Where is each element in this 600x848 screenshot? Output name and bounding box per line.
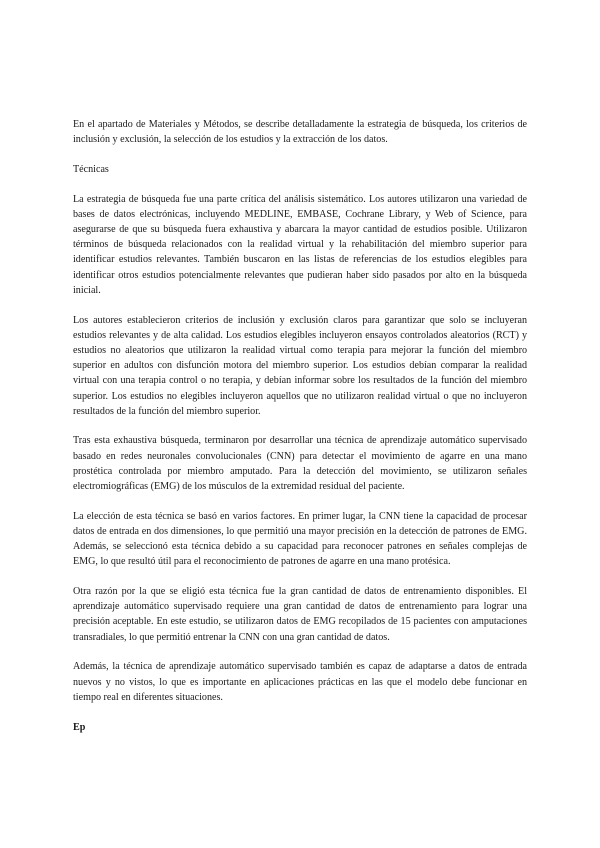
trailing-fragment: Ep: [73, 721, 86, 733]
paragraph-training-data: Otra razón por la que se eligió esta técnica fue la gran cantidad de datos de entrenamiento disponibles. El aprendizaje automático supervisado requiere una gran cantidad de datos de entrenamiento para lograr una precisión aceptable. En este estudio, se utilizaron datos de EMG recopilados de 15 pacientes con amputaciones transradiales, lo que permitió entrenar la CNN con una gran cantidad de datos.: [73, 586, 527, 643]
paragraph-inclusion-criteria: Los autores establecieron criterios de inclusión y exclusión claros para garantizar que solo se incluyeran estudios relevantes y de alta calidad. Los estudios elegibles incluyeron ensayos controlados aleatorios (RCT) y estudios no aleatorios que utilizaron la realidad virtual como terapia para mejorar la función del miembro superior en adultos con disfunción motora del miembro superior. Los estudios debían comparar la realidad virtual con una terapia control o no terapia, y debían informar sobre los resultados de la función del miembro superior. Los estudios no elegibles incluyeron aquellos que no utilizaron realidad virtual o que no incluyeron resultados de la función del miembro superior.: [73, 314, 527, 417]
paragraph-cnn-technique: Tras esta exhaustiva búsqueda, terminaron por desarrollar una técnica de aprendizaje automático supervisado basado en redes neuronales convolucionales (CNN) para detectar el movimiento de agarre en una mano prostética controlada por miembro amputado. Para la detección del movimiento, se utilizaron señales electromiográficas (EMG) de los músculos de la extremidad residual del paciente.: [73, 435, 527, 493]
intro-paragraph: En el apartado de Materiales y Métodos, se describe detalladamente la estrategia de búsqueda, los criterios de inclusión y exclusión, la selección de los estudios y la extracción de los datos.: [73, 119, 527, 146]
section-heading: Técnicas: [73, 163, 109, 175]
paragraph-search-strategy: La estrategia de búsqueda fue una parte crítica del análisis sistemático. Los autores utilizaron una variedad de bases de datos electrónicas, incluyendo MEDLINE, EMBASE, Cochrane Library, y Web of Science, para asegurarse de que su búsqueda fuera exhaustiva y abarcara la mayor cantidad de estudios posible. Utilizaron términos de búsqueda relacionados con la realidad virtual y la rehabilitación del miembro superior para identificar estudios relevantes. También buscaron en las listas de referencias de los estudios elegibles para identificar otros estudios potencialmente relevantes que pudieran haber sido pasados por alto en la búsqueda inicial.: [73, 193, 527, 296]
document-body: [73, 117, 527, 749]
paragraph-adaptability: Además, la técnica de aprendizaje automático supervisado también es capaz de adaptarse a datos de entrada nuevos y no vistos, lo que es importante en aplicaciones prácticas en las que el modelo debe funcionar en tiempo real en diferentes situaciones.: [73, 661, 527, 703]
paragraph-technique-choice: La elección de esta técnica se basó en varios factores. En primer lugar, la CNN tiene la capacidad de procesar datos de entrada en dos dimensiones, lo que permitió una mayor precisión en la detección de patrones de EMG. Además, se seleccionó esta técnica debido a su capacidad para reconocer patrones en señales complejas de EMG, lo que resultó útil para el reconocimiento de patrones de agarre en una mano protésica.: [73, 510, 527, 568]
